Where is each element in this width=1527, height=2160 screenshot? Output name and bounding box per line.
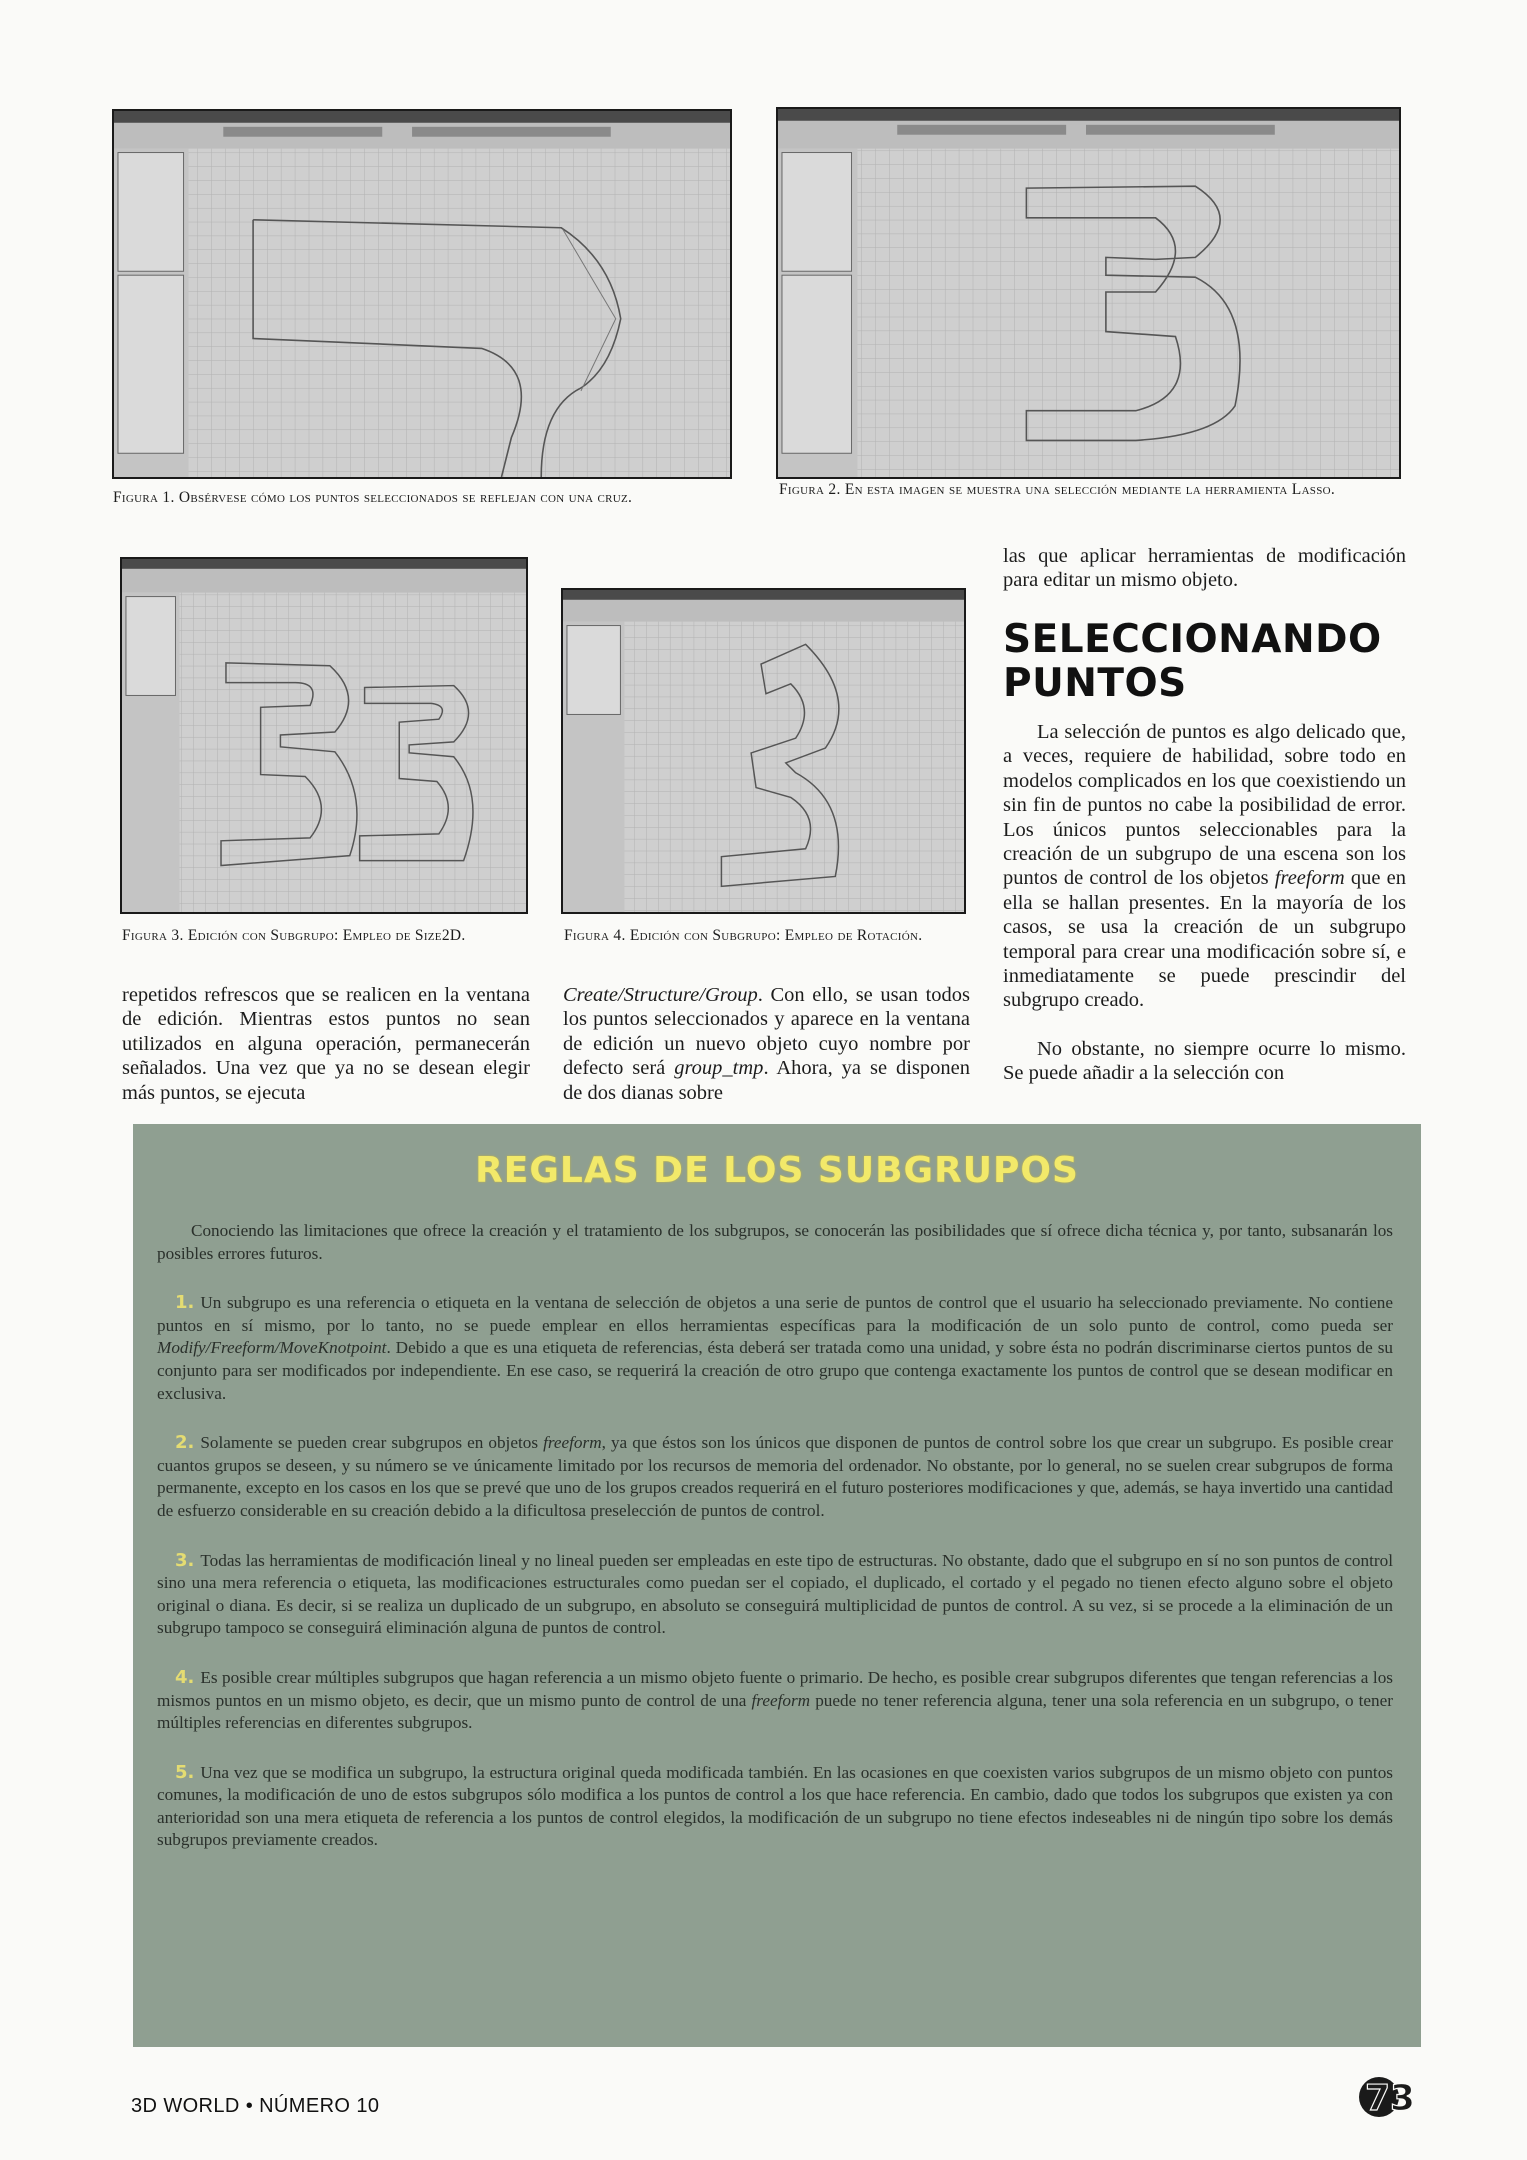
column-2-text-a: . Con ello, se usan todos los puntos seleccionados y aparece en la ventana de edición un nuevo objeto cuyo nombre por defecto será: [563, 984, 970, 1080]
figure-3-screenshot: [120, 557, 528, 914]
rule-text: Solamente se pueden crear subgrupos en objetos: [200, 1433, 544, 1453]
rule-item-5: [157, 1762, 1393, 1852]
rule-number: 4.: [175, 1666, 195, 1688]
figure-4-caption: Figura 4. Edición con Subgrupo: Empleo de Rotación.: [564, 927, 923, 944]
figure-1-graphic: [114, 111, 730, 477]
menu-path: Create/Structure/Group: [563, 984, 758, 1006]
rule-number: 2.: [175, 1432, 195, 1454]
column-3-paragraph-2: No obstante, no siempre ocurre lo mismo. Se puede añadir a la selección con: [1003, 1037, 1406, 1085]
rule-text-cont: . Debido a que es una etiqueta de referencias, ésta deberá ser tratada como una unidad, y sobre ésta no podrán discriminarse ciertos puntos de su conjunto para ser modificados por independiente. En ese caso, se requerirá la creación de otro grupo que contenga exactamente los puntos de control que se desean modificar en exclusiva.: [157, 1338, 1393, 1403]
rule-italic: freeform: [751, 1690, 811, 1710]
column-3-body: [1003, 720, 1406, 1096]
p1-text-b: que en ella se hallan presentes. En la mayoría de los casos, se usa la creación de un subgrupo temporal para crear una modificación sobre sí, e inmediatamente se puede prescindir del subgrupo creado.: [1003, 867, 1406, 1012]
rule-item-2: [157, 1432, 1393, 1522]
figure-2-screenshot: [776, 107, 1401, 479]
column-2-text-b: . Ahora, ya se disponen de dos dianas sobre: [563, 1057, 971, 1104]
rules-box-title: REGLAS DE LOS SUBGRUPOS: [475, 1150, 1079, 1191]
figure-4-screenshot: [561, 588, 966, 914]
rule-italic: freeform: [543, 1433, 602, 1453]
rule-text: Es posible crear múltiples subgrupos que hagan referencia a un mismo objeto fuente o primario. De hecho, es posible crear subgrupos diferentes que tengan referencias a los mismos puntos en un mismo objeto, es decir, que un mismo punto de control de una: [157, 1667, 1393, 1710]
figure-3-graphic: [122, 559, 526, 912]
p1-text-a: La selección de puntos es algo delicado que, a veces, requiere de habilidad, sobre todo en modelos complicados en los que coexistiendo un sin fin de puntos no cabe la posibilidad de error. Los únicos puntos seleccionables para la creación de un subgrupo de una escena son los puntos de control de los objetos: [1003, 721, 1406, 890]
figure-2-graphic: [778, 109, 1399, 477]
figure-1-caption: Figura 1. Obsérvese cómo los puntos seleccionados se reflejan con una cruz.: [113, 489, 633, 506]
rule-number: 3.: [175, 1549, 195, 1571]
column-3-top-paragraph: las que aplicar herramientas de modificación para editar un mismo objeto.: [1003, 545, 1406, 592]
rule-text: Una vez que se modifica un subgrupo, la estructura original queda modificada también. En las ocasiones en que coexisten varios subgrupos de un mismo objeto con puntos comunes, la modificación de uno de estos subgrupos sólo modifica a los puntos de control a los que hace referencia. En cambio, dado que todos los subgrupos que existen ya con anterioridad son una mera etiqueta de referencia a los puntos de control elegidos, la modificación de un subgrupo no tiene efectos indeseables ni de ningún tipo sobre los demás subgrupos previamente creados.: [157, 1762, 1393, 1850]
figure-4-graphic: [563, 590, 964, 912]
rule-number: 5.: [175, 1761, 195, 1783]
column-3-top-text: [1003, 544, 1406, 603]
object-name: group_tmp: [674, 1057, 764, 1080]
figure-2-caption: Figura 2. En esta imagen se muestra una selección mediante la herramienta Lasso.: [779, 481, 1336, 498]
section-heading: SELECCIONANDO PUNTOS: [1003, 617, 1382, 706]
column-1-text: [122, 983, 530, 1115]
rule-number: 1.: [175, 1292, 195, 1314]
column-2-text: [563, 983, 970, 1115]
freeform-term: freeform: [1274, 867, 1345, 890]
column-3-paragraph-1: [1003, 720, 1406, 1013]
rule-item-3: [157, 1550, 1393, 1640]
rule-text-cont: puede no tener referencia alguna, tener una sola referencia en un subgrupo, o tener múltiples referencias en diferentes subgrupos.: [157, 1690, 1393, 1733]
rules-box-text: [157, 1220, 1393, 1879]
figure-3-caption: Figura 3. Edición con Subgrupo: Empleo de Size2D.: [122, 927, 466, 944]
page-number: [1357, 2072, 1421, 2122]
rule-italic: Modify/Freeform/MoveKnotpoint: [157, 1338, 387, 1358]
rules-sidebar-box: [133, 1124, 1421, 2047]
rule-item-1: [157, 1292, 1393, 1405]
rule-item-4: [157, 1667, 1393, 1735]
column-2-paragraph: [563, 983, 970, 1105]
rules-intro: Conociendo las limitaciones que ofrece la creación y el tratamiento de los subgrupos, se conocerán las posibilidades que sí ofrece dicha técnica y, por tanto, subsanarán los posibles errores futuros.: [157, 1221, 1393, 1263]
page-number-badge: [1357, 2072, 1421, 2122]
rule-text: Todas las herramientas de modificación lineal y no lineal pueden ser empleadas en este tipo de estructuras. No obstante, dado que el subgrupo en sí no son puntos de control sino una mera referencia o etiqueta, las modificaciones estructurales como puedan ser el copiado, el duplicado, el cortado y el pegado no tienen efecto alguno sobre el objeto original o diana. Es decir, si se realiza un duplicado de un subgrupo, en absoluto se conseguirá multiplicidad de puntos de control. A su vez, si se procede a la eliminación de un subgrupo tampoco se conseguirá eliminación alguna de puntos de control.: [157, 1550, 1393, 1638]
rule-text: Un subgrupo es una referencia o etiqueta en la ventana de selección de objetos a una serie de puntos de control que el usuario ha seleccionado previamente. No contiene puntos en sí mismo, por lo tanto, no se puede emplear en ellos herramientas específicas para la modificación de un solo punto de control, como pueda ser: [157, 1293, 1393, 1335]
column-1-paragraph: repetidos refrescos que se realicen en la ventana de edición. Mientras estos puntos no sean utilizados en alguna operación, permanecerán señalados. Una vez que ya no se desean elegir más puntos, se ejecuta: [122, 984, 530, 1104]
page-number-text: 73: [1365, 2078, 1416, 2119]
footer-magazine: 3D WORLD • NÚMERO 10: [131, 2095, 380, 2117]
rule-text-cont: , ya que éstos son los únicos que disponen de puntos de control sobre los que crear un subgrupo. Es posible crear cuantos grupos se deseen, y su número se ve únicamente limitado por los recursos de memoria del ordenador. No obstante, por lo general, no se suelen crear subgrupos de forma permanente, excepto en los casos en los que se prevé que uno de los grupos creados requerirá en el futuro posteriores modificaciones y que, además, se haya invertido una cantidad de esfuerzo considerable en su creación debido a la dificultosa preselección de puntos de control.: [157, 1433, 1393, 1520]
figure-1-screenshot: [112, 109, 732, 479]
